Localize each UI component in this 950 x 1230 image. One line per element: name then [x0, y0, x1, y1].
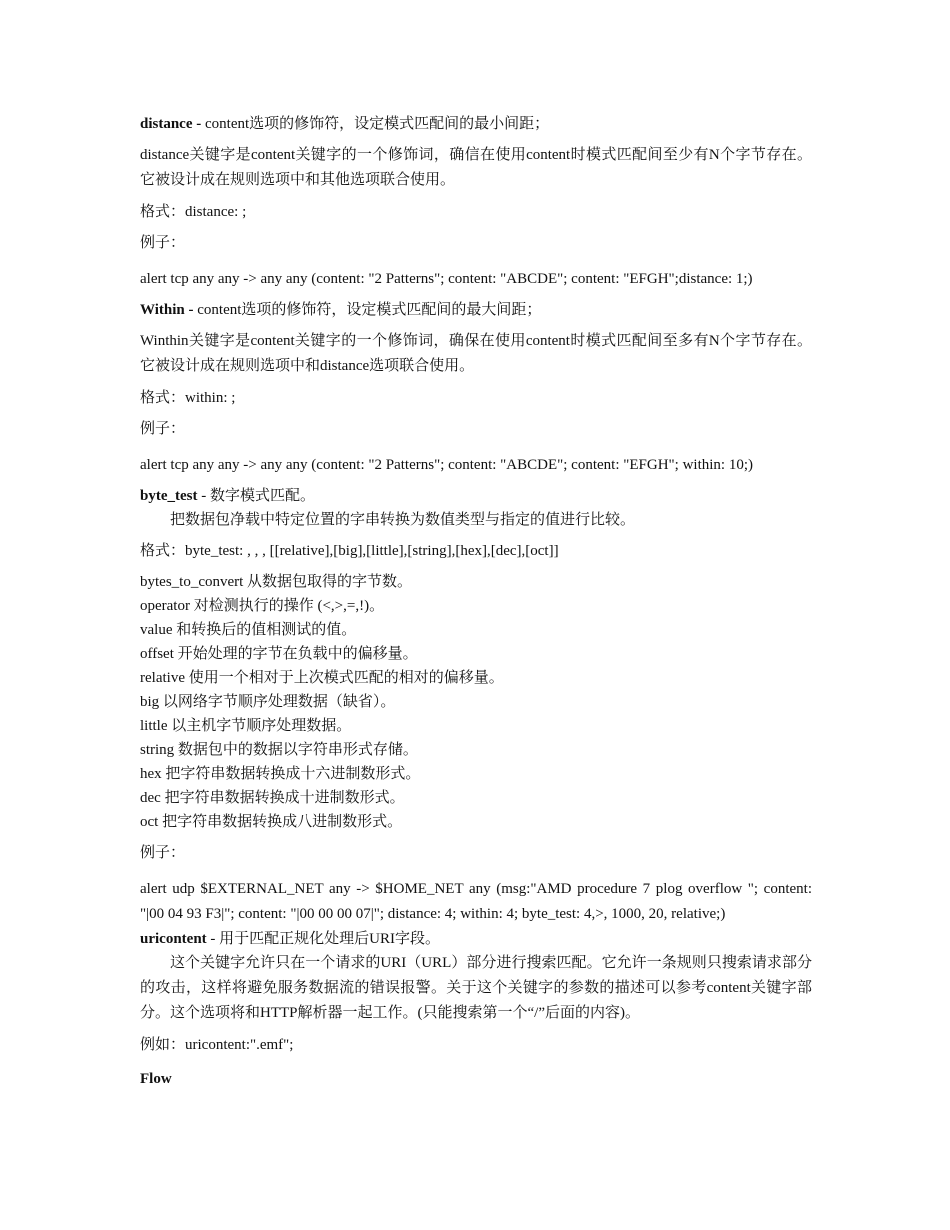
param-item: dec 把字符串数据转换成十进制数形式。 [140, 790, 405, 806]
within-example-label: 例子： [140, 421, 186, 437]
byte-test-keyword: byte_test [140, 488, 198, 504]
param-item: string 数据包中的数据以字符串形式存储。 [140, 742, 418, 758]
uricontent-desc: - 用于匹配正规化处理后URI字段。 [206, 931, 441, 947]
within-example: alert tcp any any -> any any (content: "2 Patterns"; content: "ABCDE"; content: "EFGH"; within: 10;) [140, 457, 753, 473]
distance-format: 格式：distance: ; [140, 204, 247, 220]
within-keyword: Within - [140, 302, 194, 318]
distance-keyword: distance - [140, 116, 202, 132]
distance-example: alert tcp any any -> any any (content: "2 Patterns"; content: "ABCDE"; content: "EFGH";distance: 1;) [140, 271, 753, 287]
param-item: hex 把字符串数据转换成十六进制数形式。 [140, 766, 421, 782]
uricontent-body: 这个关键字允许只在一个请求的URI（URL）部分进行搜索匹配。它允许一条规则只搜索请求部分的攻击，这样将避免服务数据流的错误报警。关于这个关键字的参数的描述可以参考content关键字部分。这个选项将和HTTP解析器一起工作。(只能搜索第一个“/”后面的内容)。 [140, 955, 812, 1021]
within-heading [140, 298, 812, 322]
param-item: little 以主机字节顺序处理数据。 [140, 718, 352, 734]
byte-test-body: 把数据包净载中特定位置的字串转换为数值类型与指定的值进行比较。 [170, 512, 636, 528]
uricontent-example: 例如：uricontent:".emf"; [140, 1037, 294, 1053]
byte-test-format: 格式：byte_test: , , , [[relative],[big],[little],[string],[hex],[dec],[oct]] [140, 543, 559, 559]
document-page [140, 112, 812, 1098]
byte-test-param-list [140, 570, 812, 834]
within-format: 格式：within: ; [140, 390, 236, 406]
param-item: operator 对检测执行的操作 (<,>,=,!)。 [140, 598, 385, 614]
within-body: Winthin关键字是content关键字的一个修饰词，确保在使用content时模式匹配间至多有N个字节存在。它被设计成在规则选项中和distance选项联合使用。 [140, 333, 812, 374]
byte-test-heading [140, 484, 812, 508]
distance-example-label: 例子： [140, 235, 186, 251]
param-item: relative 使用一个相对于上次模式匹配的相对的偏移量。 [140, 670, 504, 686]
param-item: value 和转换后的值相测试的值。 [140, 622, 357, 638]
param-item: offset 开始处理的字节在负载中的偏移量。 [140, 646, 418, 662]
param-item: big 以网络字节顺序处理数据（缺省）。 [140, 694, 396, 710]
param-item: bytes_to_convert 从数据包取得的字节数。 [140, 574, 413, 590]
param-item: oct 把字符串数据转换成八进制数形式。 [140, 814, 403, 830]
uricontent-keyword: uricontent [140, 931, 207, 947]
byte-test-example: alert udp $EXTERNAL_NET any -> $HOME_NET any (msg:"AMD procedure 7 plog overflow "; content: "|00 04 93 F3|"; content: "|00 00 00 07|"; distance: 4; within: 4; byte_test: 4,>, 1000, 20, relative;) [140, 881, 812, 922]
byte-test-desc: - 数字模式匹配。 [197, 488, 315, 504]
distance-heading [140, 112, 812, 136]
distance-desc: content选项的修饰符，设定模式匹配间的最小间距； [201, 116, 550, 132]
distance-body: distance关键字是content关键字的一个修饰词，确信在使用content时模式匹配间至少有N个字节存在。它被设计成在规则选项中和其他选项联合使用。 [140, 147, 812, 188]
byte-test-example-label: 例子： [140, 845, 186, 861]
within-desc: content选项的修饰符，设定模式匹配间的最大间距； [193, 302, 542, 318]
flow-heading: Flow [140, 1071, 172, 1087]
uricontent-heading [140, 927, 812, 951]
